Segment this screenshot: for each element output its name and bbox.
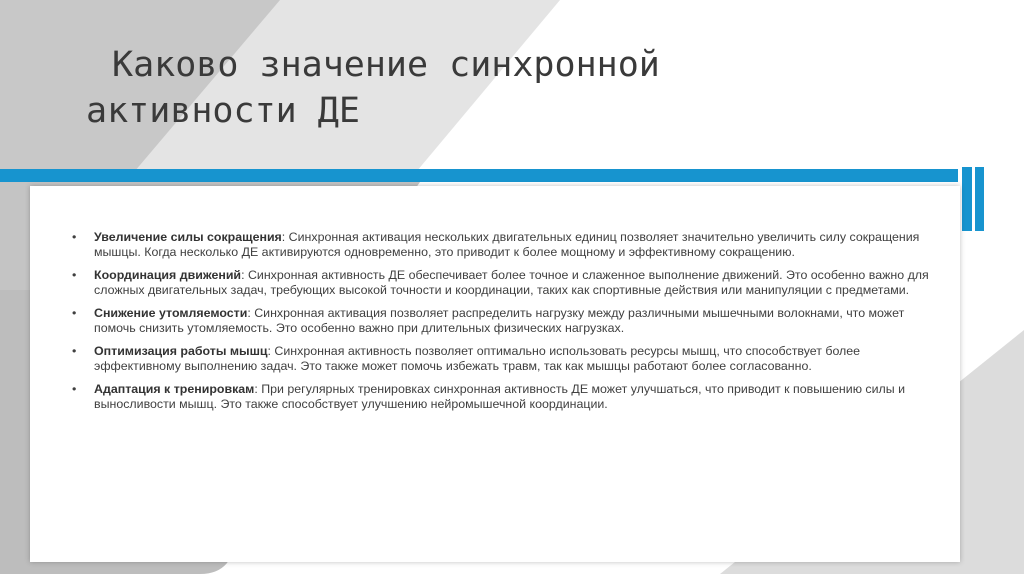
bullet-dot: •	[72, 382, 77, 396]
item-text: : Синхронная активация позволяет распределить нагрузку между различными мышечными волокнами, что может помочь снизить утомляемость. Это особенно важно при длительных физических нагрузках.	[94, 306, 905, 335]
list-item	[70, 268, 930, 297]
list-item	[70, 382, 930, 411]
item-text: : Синхронная активность позволяет оптимально использовать ресурсы мышц, что способствует более эффективному выполнению задач. Это также может помочь избежать травм, так как мышцы работают более согласованно.	[94, 344, 861, 373]
list-item	[70, 344, 930, 373]
item-text: : При регулярных тренировках синхронная активность ДЕ может улучшаться, что приводит к повышению силы и выносливости мышц. Это также способствует улучшению нейромышечной координации.	[94, 382, 906, 411]
accent-bar	[0, 169, 958, 182]
item-term: Снижение утомляемости	[94, 306, 248, 320]
item-term: Адаптация к тренировкам	[94, 382, 255, 396]
bullet-dot: •	[72, 268, 77, 282]
accent-stripe-right-2	[975, 167, 984, 231]
accent-stripe-right-1	[962, 167, 972, 231]
bullet-dot: •	[72, 230, 77, 244]
item-term: Увеличение силы сокращения	[94, 230, 282, 244]
slide-title	[86, 42, 846, 134]
item-text: : Синхронная активность ДЕ обеспечивает более точное и слаженное выполнение движений. Это особенно важно для сложных двигательных задач, требующих высокой точности и координации, таких как спортивные действия или манипуляции с предметами.	[94, 268, 929, 297]
list-item	[70, 306, 930, 335]
item-term: Оптимизация работы мышц	[94, 344, 268, 358]
slide-title-line1: Каково значение синхронной	[112, 45, 660, 85]
bullet-dot: •	[72, 344, 77, 358]
slide-title-line2: активности ДЕ	[86, 91, 360, 131]
bullet-list	[70, 230, 930, 420]
item-text: : Синхронная активация нескольких двигательных единиц позволяет значительно увеличить силу сокращения мышцы. Когда несколько ДЕ активируются одновременно, это приводит к более мощному и эффективному сокращению.	[94, 230, 920, 259]
bullet-dot: •	[72, 306, 77, 320]
list-item	[70, 230, 930, 259]
item-term: Координация движений	[94, 268, 242, 282]
